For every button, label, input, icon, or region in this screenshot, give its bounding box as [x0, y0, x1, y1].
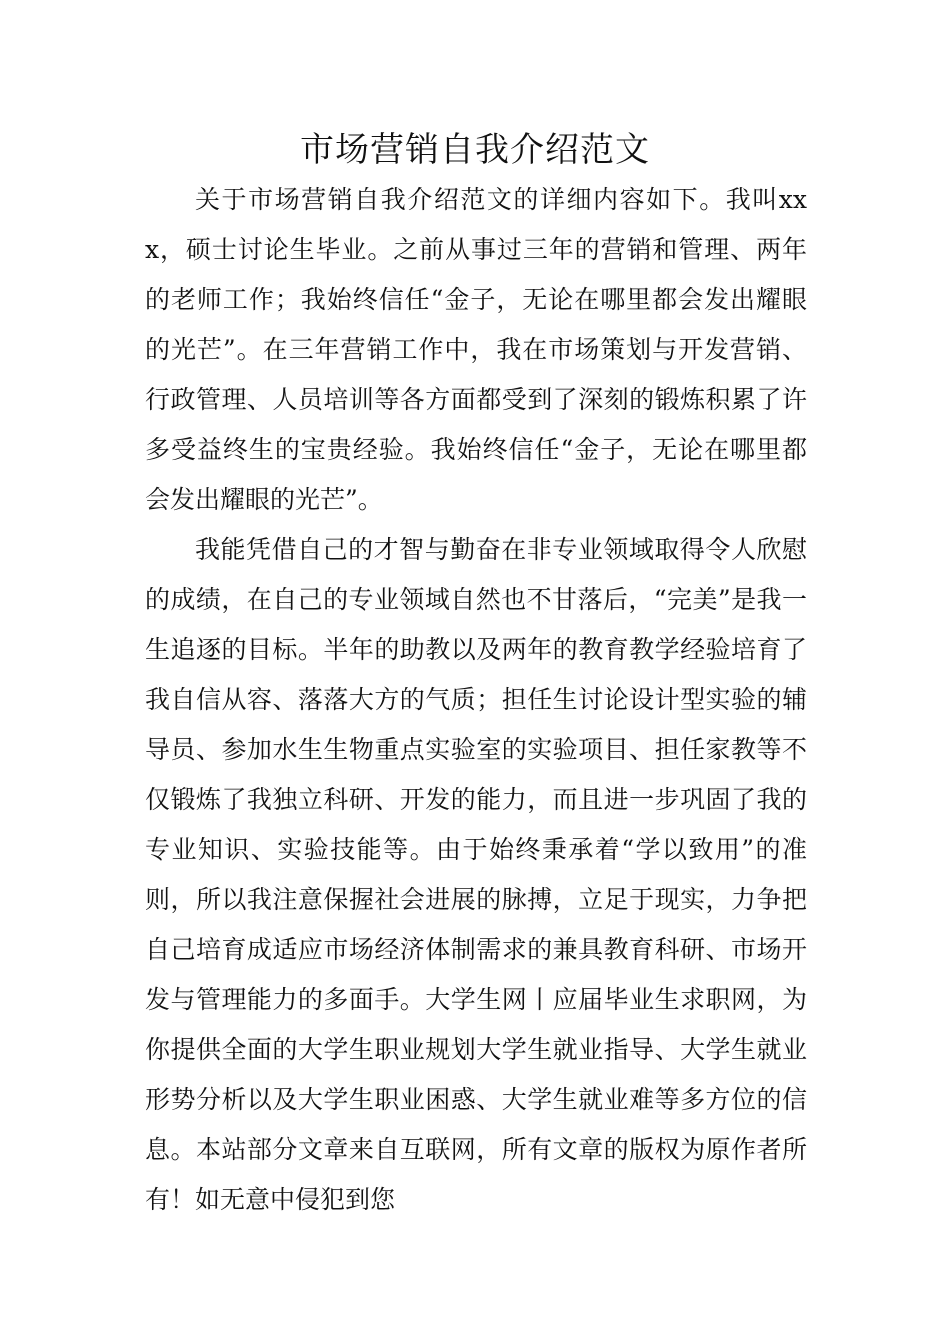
paragraph-2: 我能凭借自己的才智与勤奋在非专业领域取得令人欣慰的成绩，在自己的专业领域自然也不甘落后，“完美”是我一生追逐的目标。半年的助教以及两年的教育教学经验培育了我自信从容、落落大方的气质；担任生讨论设计型实验的辅导员、参加水生生物重点实验室的实验项目、担任家教等不仅锻炼了我独立科研、开发的能力，而且进一步巩固了我的专业知识、实验技能等。由于始终秉承着“学以致用”的准则，所以我注意保握社会进展的脉搏，立足于现实，力争把自己培育成适应市场经济体制需求的兼具教育科研、市场开发与管理能力的多面手。大学生网丨应届毕业生求职网，为你提供全面的大学生职业规划大学生就业指导、大学生就业形势分析以及大学生职业困惑、大学生就业难等多方位的信息。本站部分文章来自互联网，所有文章的版权为原作者所有！如无意中侵犯到您 — [145, 535, 807, 1214]
document-title: 市场营销自我介绍范文 — [300, 130, 650, 170]
paragraph-1: 关于市场营销自我介绍范文的详细内容如下。我叫xxx，硕士讨论生毕业。之前从事过三年的营销和管理、两年的老师工作；我始终信任“金子，无论在哪里都会发出耀眼的光芒”。在三年营销工作中，我在市场策划与开发营销、行政管理、人员培训等各方面都受到了深刻的锻炼积累了许多受益终生的宝贵经验。我始终信任“金子，无论在哪里都会发出耀眼的光芒”。 — [145, 185, 807, 514]
document-body — [145, 175, 807, 1225]
